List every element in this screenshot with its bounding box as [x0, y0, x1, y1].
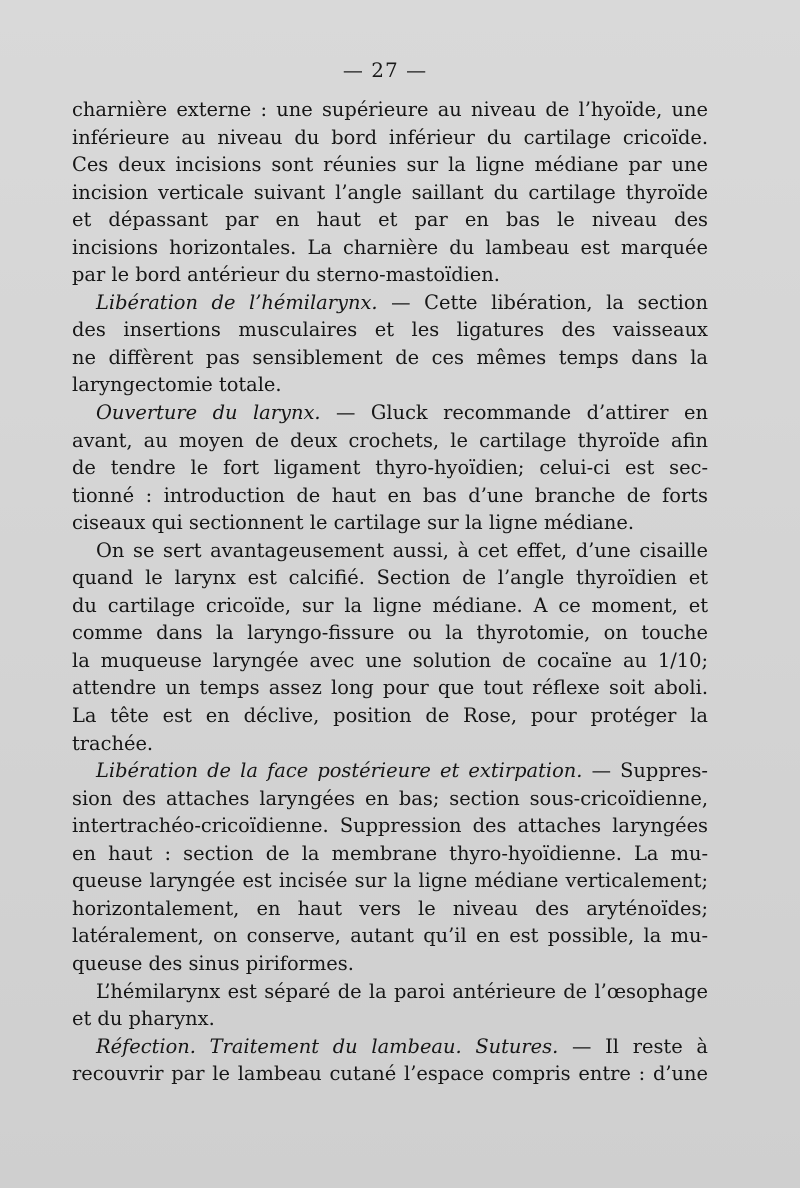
- text-line: attendre un temps assez long pour que tout réflexe soit aboli.: [72, 676, 708, 700]
- text-line: horizontalement, en haut vers le niveau des aryténoïdes;: [72, 896, 708, 920]
- heading-continuation: — Suppres-: [582, 759, 708, 783]
- paragraph: [72, 978, 708, 1033]
- paragraph: [72, 537, 708, 757]
- text-line: par le bord antérieur du sterno-mastoïdien.: [72, 263, 500, 287]
- section-heading: Libération de l’hémilarynx.: [96, 290, 378, 314]
- text-line: incision verticale suivant l’angle saillant du cartilage thyroïde: [72, 180, 708, 204]
- text-line: latéralement, on conserve, autant qu’il en est possible, la mu-: [72, 924, 708, 948]
- text-line: comme dans la laryngo-fissure ou la thyrotomie, on touche: [72, 621, 708, 645]
- paragraph: [72, 96, 708, 289]
- paragraph: [72, 1033, 708, 1088]
- section-heading: Réfection. Traitement du lambeau. Sutures.: [96, 1034, 559, 1058]
- body-text: [72, 96, 708, 1088]
- text-line: [72, 289, 708, 317]
- text-line: [72, 757, 708, 785]
- text-line: queuse des sinus piriformes.: [72, 951, 354, 975]
- page-number: — 27 —: [342, 58, 428, 82]
- text-line: [72, 1033, 708, 1061]
- section-heading: Ouverture du larynx.: [96, 401, 321, 425]
- text-line: tionné : introduction de haut en bas d’une branche de forts: [72, 483, 708, 507]
- section-heading: Libération de la face postérieure et extirpation.: [96, 759, 583, 783]
- text-line: avant, au moyen de deux crochets, le cartilage thyroïde afin: [72, 428, 708, 452]
- text-line: laryngectomie totale.: [72, 373, 282, 397]
- paragraph: [72, 757, 708, 977]
- text-line: quand le larynx est calcifié. Section de l’angle thyroïdien et: [72, 566, 708, 590]
- text-line: queuse laryngée est incisée sur la ligne médiane verticalement;: [72, 869, 708, 893]
- text-line: inférieure au niveau du bord inférieur du cartilage cricoïde.: [72, 125, 708, 149]
- text-line: et du pharynx.: [72, 1007, 215, 1031]
- text-line: des insertions musculaires et les ligatures des vaisseaux: [72, 318, 708, 342]
- text-line: ne diffèrent pas sensiblement de ces mêmes temps dans la: [72, 345, 708, 369]
- text-line: [72, 399, 708, 427]
- text-line: ciseaux qui sectionnent le cartilage sur la ligne médiane.: [72, 511, 634, 535]
- text-line: sion des attaches laryngées en bas; section sous-cricoïdienne,: [72, 786, 708, 810]
- text-line: et dépassant par en haut et par en bas le niveau des: [72, 208, 708, 232]
- text-line: charnière externe : une supérieure au niveau de l’hyoïde, une: [72, 98, 708, 121]
- heading-continuation: — Gluck recommande d’attirer en: [320, 401, 708, 425]
- text-line: On se sert avantageusement aussi, à cet effet, d’une cisaille: [96, 538, 708, 562]
- heading-continuation: — Il reste à: [558, 1034, 708, 1058]
- text-line: La tête est en déclive, position de Rose, pour protéger la: [72, 704, 708, 728]
- text-line: du cartilage cricoïde, sur la ligne médiane. A ce moment, et: [72, 593, 708, 617]
- text-line: trachée.: [72, 731, 154, 755]
- text-line: L’hémilarynx est séparé de la paroi antérieure de l’œsophage: [96, 979, 708, 1003]
- text-line: recouvrir par le lambeau cutané l’espace compris entre : d’une: [72, 1062, 708, 1086]
- text-line: Ces deux incisions sont réunies sur la ligne médiane par une: [72, 153, 708, 177]
- text-line: en haut : section de la membrane thyro-hyoïdienne. La mu-: [72, 841, 708, 865]
- heading-continuation: — Cette libération, la section: [377, 290, 708, 314]
- text-line: de tendre le fort ligament thyro-hyoïdien; celui-ci est sec-: [72, 456, 708, 480]
- text-line: incisions horizontales. La charnière du lambeau est marquée: [72, 235, 708, 259]
- paragraph: [72, 399, 708, 537]
- paragraph: [72, 289, 708, 399]
- text-line: intertrachéo-cricoïdienne. Suppression des attaches laryngées: [72, 814, 708, 838]
- text-line: la muqueuse laryngée avec une solution de cocaïne au 1/10;: [72, 648, 708, 672]
